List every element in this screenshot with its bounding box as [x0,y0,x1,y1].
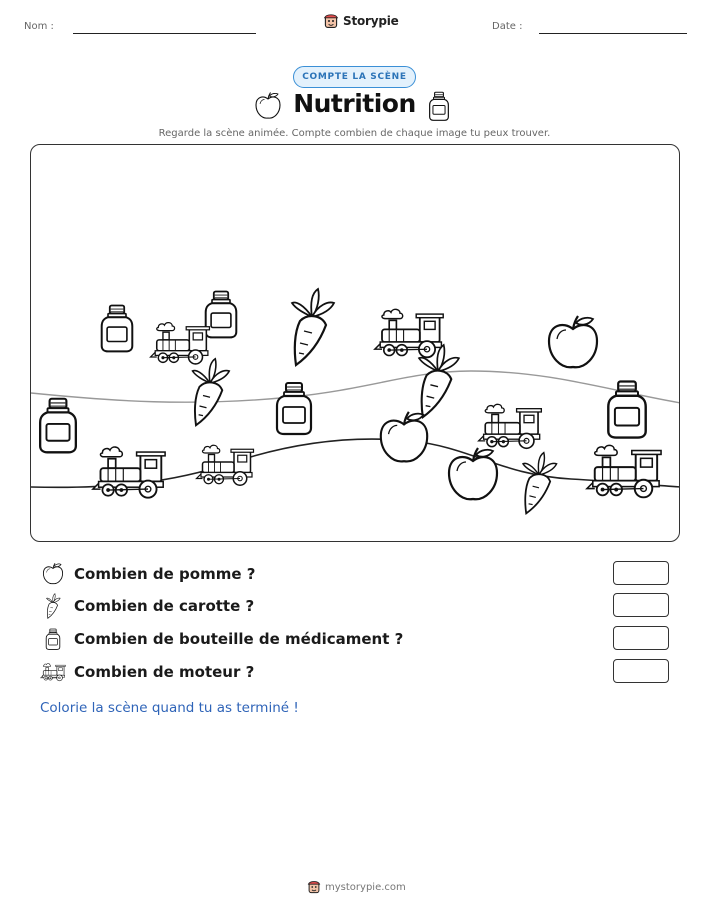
page-title: Nutrition [293,89,416,118]
activity-badge: COMPTE LA SCÈNE [293,66,416,88]
apple-icon [549,316,597,367]
site-footer [307,880,406,894]
question-text: Combien de bouteille de médicament ? [74,630,404,648]
answer-box-engine[interactable] [613,659,669,683]
engine-icon [479,404,542,448]
medicine-bottle-icon [45,627,61,651]
hill-line-back [31,371,680,403]
question-medicine-bottle [40,626,670,652]
medicine-bottle-icon [102,306,133,352]
apple-icon [41,562,65,586]
question-text: Combien de moteur ? [74,663,255,681]
brand [323,13,399,29]
coloring-note: Colorie la scène quand tu as terminé ! [40,700,299,716]
scene-illustration [31,145,680,542]
question-carrot [40,593,670,619]
question-apple [40,561,670,587]
carrot-icon [43,593,63,619]
medicine-bottle-icon [277,383,311,434]
question-engine [40,659,670,685]
engine-icon [40,661,66,683]
carrot-icon [193,359,230,426]
engine-icon [93,447,165,498]
answer-box-carrot[interactable] [613,593,669,617]
engine-icon [587,445,661,497]
date-line[interactable] [539,33,687,34]
medicine-bottle-icon [428,90,450,122]
medicine-bottle-icon [40,399,76,453]
name-line[interactable] [73,33,256,34]
scene-panel [30,144,680,542]
storypie-logo-icon [307,880,321,894]
answer-box-apple[interactable] [613,561,669,585]
answer-box-medicine-bottle[interactable] [613,626,669,650]
carrot-icon [292,289,334,365]
site-url[interactable]: mystorypie.com [325,881,406,893]
engine-icon [375,309,443,357]
medicine-bottle-icon [206,292,237,338]
brand-name: Storypie [343,14,399,28]
instructions: Regarde la scène animée. Compte combien de chaque image tu peux trouver. [158,128,551,139]
storypie-logo-icon [323,13,339,29]
name-label: Nom : [24,21,54,32]
question-text: Combien de pomme ? [74,565,256,583]
date-label: Date : [492,21,523,32]
carrot-icon [523,453,557,514]
engine-icon [151,323,210,364]
question-text: Combien de carotte ? [74,597,255,615]
engine-icon [197,445,254,485]
apple-icon [381,412,427,462]
